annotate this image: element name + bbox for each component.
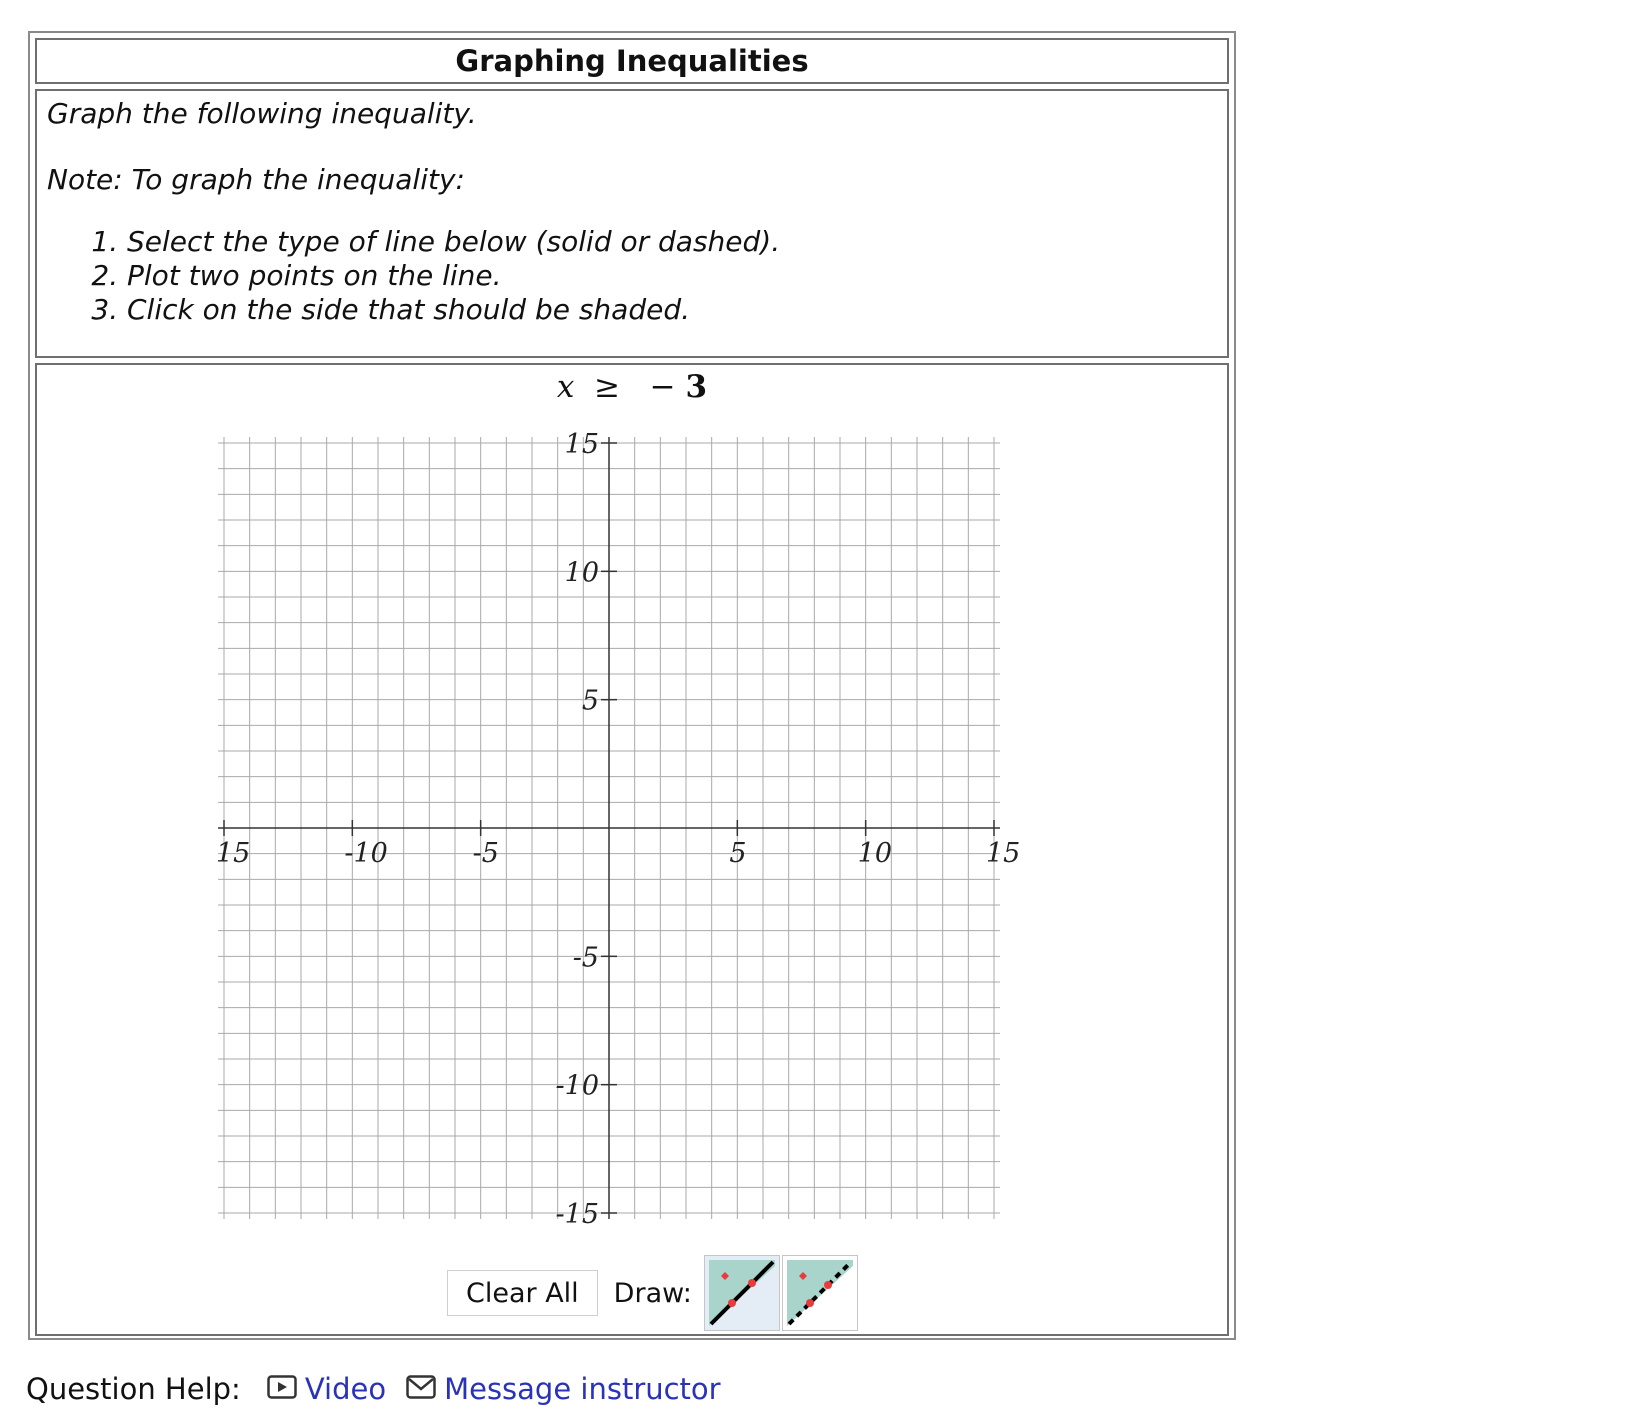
inequality-minus: − xyxy=(649,369,676,405)
y-tick-label: 15 xyxy=(564,429,599,460)
step-item: 3. Click on the side that should be shaded. xyxy=(127,293,1217,327)
x-tick-label: -10 xyxy=(344,838,388,869)
message-instructor-link[interactable]: Message instructor xyxy=(444,1372,721,1406)
y-tick-label: 10 xyxy=(564,557,599,589)
x-tick-label: -5 xyxy=(472,838,499,869)
x-tick-label: 15 xyxy=(986,838,1021,869)
graph-panel xyxy=(35,363,1229,1336)
instructions-panel xyxy=(35,89,1229,358)
draw-label: Draw: xyxy=(613,1277,692,1309)
solid-line-tool-button[interactable] xyxy=(704,1255,780,1331)
coordinate-grid[interactable] xyxy=(37,365,1227,1255)
y-tick-label: -5 xyxy=(572,942,599,974)
step-item: 1. Select the type of line below (solid or dashed). xyxy=(127,225,1217,259)
y-tick-label: 5 xyxy=(581,685,599,717)
video-icon[interactable] xyxy=(267,1372,297,1406)
question-help-label: Question Help: xyxy=(26,1372,241,1406)
video-link[interactable]: Video xyxy=(304,1372,387,1406)
graph-controls xyxy=(447,1255,860,1331)
inequality-value: 3 xyxy=(685,369,708,405)
dashed-line-tool-button[interactable] xyxy=(782,1255,858,1331)
inequality-operator: ≥ xyxy=(594,369,621,405)
clear-all-button[interactable]: Clear All xyxy=(447,1270,598,1316)
inequality-variable: x xyxy=(556,369,575,405)
steps-list xyxy=(47,225,1217,327)
prompt-text: Graph the following inequality. xyxy=(47,97,477,130)
question-title: Graphing Inequalities xyxy=(35,38,1229,84)
envelope-icon[interactable] xyxy=(406,1372,436,1406)
x-tick-label: 10 xyxy=(857,838,893,869)
x-tick-label: 15 xyxy=(216,838,251,869)
note-heading: Note: To graph the inequality: xyxy=(47,163,465,196)
step-item: 2. Plot two points on the line. xyxy=(127,259,1217,293)
x-tick-label: 5 xyxy=(729,838,747,869)
y-tick-label: -15 xyxy=(555,1199,599,1230)
y-tick-label: -10 xyxy=(555,1070,599,1102)
question-help xyxy=(26,1372,721,1406)
dashed-line-tool-icon xyxy=(783,1256,857,1330)
question-container xyxy=(28,31,1236,1340)
solid-line-tool-icon xyxy=(705,1256,779,1330)
